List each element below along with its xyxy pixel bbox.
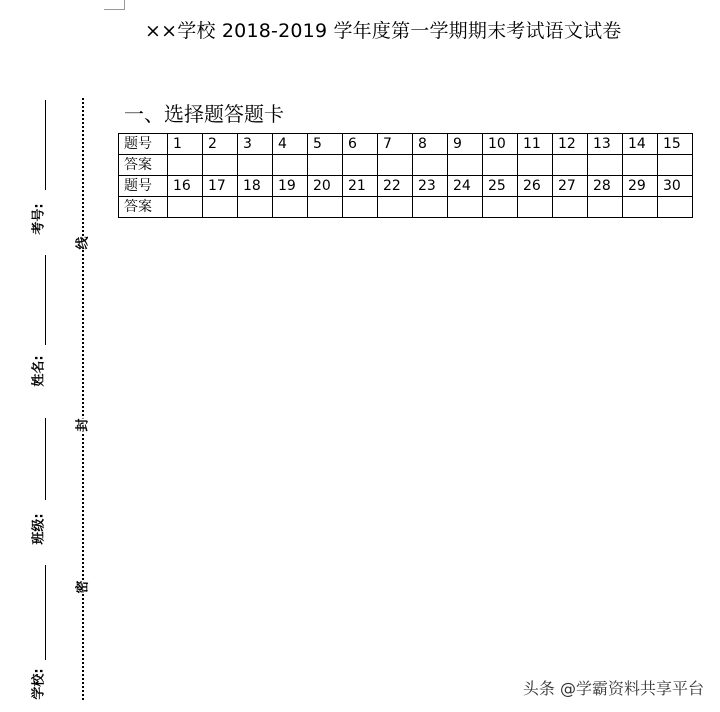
answer-cell[interactable] — [588, 155, 623, 176]
answer-cell[interactable] — [308, 197, 343, 218]
seal-char-line: 线 — [75, 236, 91, 250]
question-number-cell: 8 — [413, 134, 448, 155]
question-number-cell: 30 — [658, 176, 693, 197]
question-number-cell: 17 — [203, 176, 238, 197]
answer-cell[interactable] — [553, 197, 588, 218]
answer-header: 答案 — [119, 155, 168, 176]
answer-cell[interactable] — [273, 197, 308, 218]
question-number-cell: 28 — [588, 176, 623, 197]
answer-cell[interactable] — [448, 155, 483, 176]
class-label: 班级: — [31, 513, 47, 545]
answer-cell[interactable] — [518, 197, 553, 218]
question-number-cell: 6 — [343, 134, 378, 155]
seal-char-seal: 封 — [75, 418, 91, 432]
page-corner-mark — [104, 0, 125, 10]
answer-cell[interactable] — [588, 197, 623, 218]
exam-number-label: 考号: — [31, 203, 47, 235]
question-number-cell: 9 — [448, 134, 483, 155]
seal-char-secret: 密 — [75, 580, 91, 594]
question-number-cell: 20 — [308, 176, 343, 197]
question-number-cell: 29 — [623, 176, 658, 197]
answer-cell[interactable] — [168, 197, 203, 218]
school-label: 学校: — [31, 668, 47, 700]
name-label: 姓名: — [31, 355, 47, 387]
answer-cell[interactable] — [203, 155, 238, 176]
question-number-cell: 23 — [413, 176, 448, 197]
answer-cell[interactable] — [483, 155, 518, 176]
question-number-cell: 15 — [658, 134, 693, 155]
answer-row-2 — [119, 197, 693, 218]
question-number-cell: 4 — [273, 134, 308, 155]
answer-row-1 — [119, 155, 693, 176]
question-number-cell: 1 — [168, 134, 203, 155]
answer-cell[interactable] — [448, 197, 483, 218]
source-watermark: 头条 @学霸资料共享平台 — [522, 679, 704, 698]
answer-cell[interactable] — [308, 155, 343, 176]
name-write-line — [45, 255, 46, 345]
question-number-cell: 13 — [588, 134, 623, 155]
section-heading: 一、选择题答题卡 — [124, 102, 284, 126]
answer-cell[interactable] — [658, 197, 693, 218]
document-title: ××学校 2018-2019 学年度第一学期期末考试语文试卷 — [145, 20, 622, 42]
answer-cell[interactable] — [483, 197, 518, 218]
question-number-cell: 19 — [273, 176, 308, 197]
answer-cell[interactable] — [343, 155, 378, 176]
answer-cell[interactable] — [238, 155, 273, 176]
question-number-header: 题号 — [119, 134, 168, 155]
answer-cell[interactable] — [413, 197, 448, 218]
answer-cell[interactable] — [273, 155, 308, 176]
answer-card-table — [118, 133, 693, 218]
question-number-cell: 16 — [168, 176, 203, 197]
answer-header: 答案 — [119, 197, 168, 218]
question-number-cell: 10 — [483, 134, 518, 155]
question-number-cell: 2 — [203, 134, 238, 155]
class-write-line — [45, 418, 46, 500]
answer-cell[interactable] — [168, 155, 203, 176]
question-number-cell: 12 — [553, 134, 588, 155]
question-number-cell: 27 — [553, 176, 588, 197]
question-number-cell: 11 — [518, 134, 553, 155]
question-number-header: 题号 — [119, 176, 168, 197]
question-number-cell: 14 — [623, 134, 658, 155]
answer-cell[interactable] — [378, 155, 413, 176]
question-number-row-2 — [119, 176, 693, 197]
question-number-cell: 21 — [343, 176, 378, 197]
answer-cell[interactable] — [238, 197, 273, 218]
answer-cell[interactable] — [553, 155, 588, 176]
exam-number-write-line — [45, 100, 46, 190]
seal-dotted-line — [82, 98, 84, 700]
question-number-cell: 7 — [378, 134, 413, 155]
question-number-row-1 — [119, 134, 693, 155]
answer-cell[interactable] — [378, 197, 413, 218]
answer-cell[interactable] — [658, 155, 693, 176]
question-number-cell: 25 — [483, 176, 518, 197]
answer-cell[interactable] — [623, 197, 658, 218]
answer-cell[interactable] — [623, 155, 658, 176]
question-number-cell: 22 — [378, 176, 413, 197]
answer-cell[interactable] — [518, 155, 553, 176]
answer-cell[interactable] — [203, 197, 238, 218]
question-number-cell: 24 — [448, 176, 483, 197]
answer-cell[interactable] — [413, 155, 448, 176]
question-number-cell: 5 — [308, 134, 343, 155]
question-number-cell: 3 — [238, 134, 273, 155]
school-write-line — [45, 565, 46, 660]
answer-cell[interactable] — [343, 197, 378, 218]
question-number-cell: 26 — [518, 176, 553, 197]
question-number-cell: 18 — [238, 176, 273, 197]
